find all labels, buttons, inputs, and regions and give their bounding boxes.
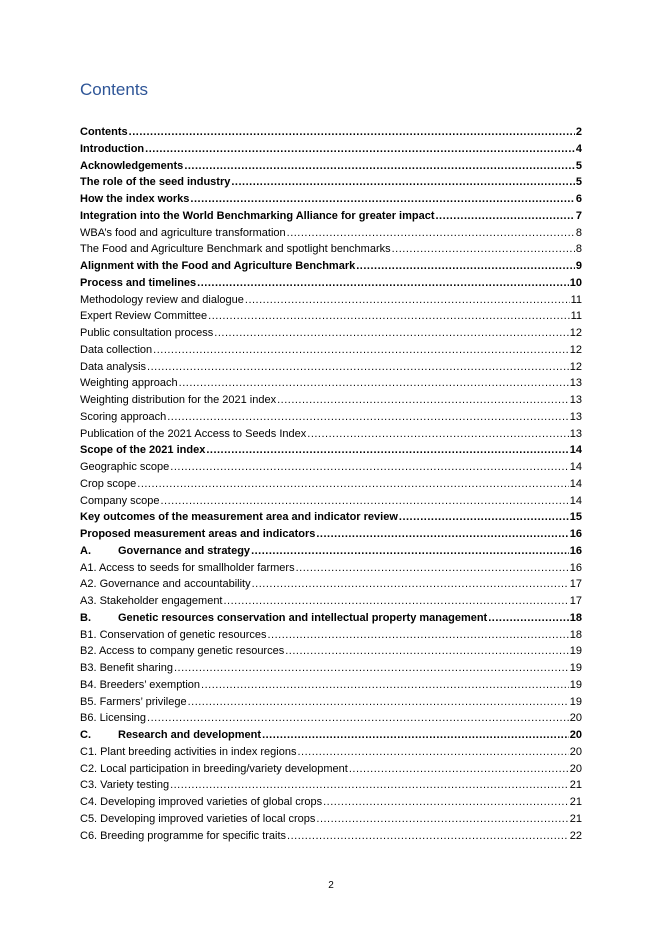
toc-entry-text: WBA’s food and agriculture transformation [80,226,286,239]
toc-entry[interactable] [80,392,582,409]
toc-entry-label [80,710,146,727]
toc-entry-text: Integration into the World Benchmarking Alliance for greater impact [80,209,435,222]
toc-dot-leader [356,258,575,275]
toc-entry-text: Methodology review and dialogue [80,293,244,306]
toc-entry-label [80,141,144,158]
toc-entry[interactable] [80,426,582,443]
toc-dot-leader [231,174,575,191]
toc-dot-leader [251,543,569,560]
toc-entry-text: C4. Developing improved varieties of global crops [80,796,323,808]
toc-entry-text: A3. Stakeholder engagement [80,595,223,607]
toc-entry-label [80,627,267,644]
toc-entry[interactable] [80,593,582,610]
toc-entry-label [80,543,250,560]
toc-page-number: 9 [575,260,582,272]
toc-entry[interactable] [80,141,582,158]
toc-page-number: 14 [569,461,582,473]
toc-page-number: 11 [570,293,582,306]
toc-section-letter: A. [80,544,91,557]
toc-entry-text: B4. Breeders’ exemption [80,678,201,691]
toc-page-number: 12 [569,360,582,373]
toc-entry-text: The role of the seed industry [80,176,231,189]
toc-dot-leader [129,124,575,141]
toc-entry-text: Crop scope [80,477,137,490]
toc-entry-label [80,375,178,392]
toc-entry-label [80,459,169,476]
toc-entry[interactable] [80,828,582,845]
toc-page-number: 4 [575,142,582,155]
toc-entry[interactable] [80,124,582,141]
toc-entry[interactable] [80,174,582,191]
toc-entry-text: C2. Local participation in breeding/variety development [80,762,348,775]
toc-section-letter: B. [80,611,91,624]
toc-entry[interactable] [80,191,582,208]
toc-entry-text: The Food and Agriculture Benchmark and spotlight benchmarks [80,243,391,256]
toc-dot-leader [349,761,569,778]
toc-entry-label [80,124,128,141]
toc-page-number: 22 [569,829,582,842]
toc-entry-label [80,677,200,694]
toc-entry-text: Scope of the 2021 index [80,444,206,457]
toc-entry[interactable] [80,225,582,242]
toc-page-number: 20 [569,745,582,758]
toc-entry-label [80,777,169,794]
toc-dot-leader [262,727,569,744]
toc-entry[interactable] [80,409,582,426]
toc-dot-leader [190,191,574,208]
toc-dot-leader [224,593,569,610]
toc-entry[interactable] [80,375,582,392]
toc-dot-leader [399,509,569,526]
toc-dot-leader [297,744,568,761]
toc-entry[interactable] [80,727,582,744]
toc-entry[interactable] [80,509,582,526]
toc-dot-leader [161,493,569,510]
toc-entry-text: Contents [80,126,128,138]
toc-page-number: 13 [569,377,582,390]
toc-entry-text: Weighting approach [80,377,178,390]
toc-entry-text: Introduction [80,142,145,155]
toc-entry-label [80,359,146,376]
toc-entry-text: B6. Licensing [80,712,147,725]
toc-page-number: 17 [569,578,582,591]
toc-page-number: 14 [569,494,582,507]
page-title: Contents [80,80,149,99]
toc-dot-leader [184,158,575,175]
toc-entry-text: Expert Review Committee [80,310,208,323]
toc-section-letter: C. [80,729,91,741]
toc-dot-leader [277,392,569,409]
toc-entry[interactable] [80,342,582,359]
toc-dot-leader [252,576,569,593]
toc-entry-text: C6. Breeding programme for specific traits [80,829,287,842]
toc-dot-leader [287,225,575,242]
toc-dot-leader [296,560,569,577]
toc-page-number: 12 [569,327,582,339]
toc-entry-label [80,442,205,459]
toc-dot-leader [245,292,570,309]
toc-entry[interactable] [80,459,582,476]
toc-entry-label [80,509,398,526]
toc-page-number: 19 [569,662,582,674]
toc-dot-leader [316,526,568,543]
toc-entry[interactable] [80,560,582,577]
toc-entry[interactable] [80,627,582,644]
toc-entry-text: How the index works [80,193,190,205]
toc-dot-leader [316,811,568,828]
toc-entry[interactable] [80,761,582,778]
toc-entry-text: Proposed measurement areas and indicators [80,528,316,540]
toc-entry-text: B2. Access to company genetic resources [80,645,285,658]
toc-entry-label [80,660,173,677]
toc-entry[interactable] [80,325,582,342]
toc-entry-text: Company scope [80,494,160,507]
toc-dot-leader [208,308,569,325]
toc-entry-text: Scoring approach [80,410,167,423]
toc-dot-leader [285,643,569,660]
toc-entry-label [80,526,315,543]
toc-entry-text: Key outcomes of the measurement area and indicator review [80,511,398,524]
toc-page-number: 2 [575,126,582,138]
toc-page-number: 20 [569,712,582,725]
toc-entry-text: B3. Benefit sharing [80,662,173,674]
toc-entry-label [80,342,152,359]
toc-dot-leader [174,660,569,677]
toc-entry[interactable] [80,660,582,677]
toc-entry-label [80,744,296,761]
toc-page-number: 21 [569,779,582,792]
toc-entry-label [80,794,322,811]
toc-entry-label [80,576,251,593]
toc-entry-label [80,225,286,242]
toc-dot-leader [137,476,568,493]
toc-entry-text: Alignment with the Food and Agriculture Benchmark [80,260,356,272]
toc-entry[interactable] [80,241,582,258]
toc-entry-label [80,325,213,342]
toc-entry-label [80,392,276,409]
toc-dot-leader [268,627,569,644]
toc-page-number: 19 [569,695,582,708]
toc-entry-text: Process and timelines [80,276,197,289]
toc-page-number: 11 [570,310,582,323]
toc-page-number: 19 [569,645,582,658]
toc-page-number: 16 [569,528,582,540]
toc-entry[interactable] [80,694,582,711]
toc-page-number: 18 [569,611,582,624]
toc-entry[interactable] [80,543,582,560]
toc-entry-text: Genetic resources conservation and intellectual property management [118,611,488,624]
toc-entry-label [80,158,183,175]
toc-entry-text: B1. Conservation of genetic resources [80,628,267,641]
toc-entry-label [80,174,230,191]
toc-entry-text: Weighting distribution for the 2021 index [80,394,277,406]
toc-entry-label [80,409,166,426]
toc-entry-label [80,493,160,510]
toc-dot-leader [153,342,569,359]
toc-entry-label [80,694,187,711]
toc-entry[interactable] [80,576,582,593]
toc-entry[interactable] [80,777,582,794]
toc-page-number: 13 [569,410,582,423]
toc-entry-label [80,761,348,778]
toc-entry-text: Public consultation process [80,327,214,339]
toc-entry-text: A2. Governance and accountability [80,578,251,591]
toc-entry-text: Acknowledgements [80,159,184,172]
toc-entry-text: A1. Access to seeds for smallholder farmers [80,561,295,574]
toc-dot-leader [179,375,569,392]
toc-entry[interactable] [80,610,582,627]
toc-entry[interactable] [80,158,582,175]
toc-entry-text: Data collection [80,343,153,356]
toc-entry[interactable] [80,493,582,510]
toc-entry[interactable] [80,643,582,660]
toc-entry[interactable] [80,677,582,694]
toc-entry-label [80,727,261,744]
toc-entry-label [80,476,136,493]
toc-entry[interactable] [80,275,582,292]
toc-page-number: 8 [575,243,582,256]
toc-dot-leader [188,694,569,711]
toc-page-number: 6 [575,193,582,205]
toc-page-number: 20 [569,729,582,741]
toc-dot-leader [287,828,569,845]
toc-page-number: 8 [575,226,582,239]
page-number: 2 [328,880,334,891]
toc-dot-leader [201,677,569,694]
toc-entry[interactable] [80,794,582,811]
toc-page-number: 19 [569,678,582,691]
toc-entry-label [80,292,244,309]
toc-entry-text: Governance and strategy [118,544,251,557]
toc-page-number: 5 [575,176,582,189]
toc-entry-label [80,241,391,258]
toc-entry[interactable] [80,811,582,828]
toc-page-number: 13 [569,394,582,406]
toc-entry[interactable] [80,208,582,225]
toc-entry-label [80,593,223,610]
toc-entry-label [80,828,286,845]
toc-entry-text: Publication of the 2021 Access to Seeds Index [80,427,307,440]
toc-dot-leader [323,794,569,811]
toc-dot-leader [170,459,568,476]
toc-entry[interactable] [80,292,582,309]
toc-entry[interactable] [80,476,582,493]
toc-entry-text: Geographic scope [80,461,170,473]
toc-page-number: 14 [569,444,582,457]
toc-entry-label [80,208,435,225]
toc-entry-text: C5. Developing improved varieties of local crops [80,812,316,825]
toc-entry[interactable] [80,744,582,761]
toc-entry-label [80,426,306,443]
toc-entry-text: B5. Farmers’ privilege [80,695,187,708]
toc-dot-leader [197,275,569,292]
toc-page-number: 16 [569,544,582,557]
toc-entry[interactable] [80,526,582,543]
toc-dot-leader [488,610,569,627]
toc-entry-text: C1. Plant breeding activities in index regions [80,745,297,758]
toc-page-number: 5 [575,159,582,172]
toc-dot-leader [214,325,568,342]
toc-page-number: 21 [569,812,582,825]
toc-page-number: 21 [569,796,582,808]
toc-entry-label [80,811,315,828]
toc-dot-leader [167,409,569,426]
toc-dot-leader [147,359,569,376]
toc-page-number: 16 [569,561,582,574]
toc-dot-leader [170,777,569,794]
toc-entry-label [80,560,295,577]
toc-dot-leader [147,710,569,727]
toc-page-number: 20 [569,762,582,775]
toc-page-number: 14 [569,477,582,490]
toc-page-number: 18 [569,628,582,641]
toc-entry-label [80,258,355,275]
toc-page-number: 15 [569,511,582,524]
toc-dot-leader [436,208,575,225]
toc-dot-leader [145,141,575,158]
toc-entry[interactable] [80,710,582,727]
toc-entry-text: C3. Variety testing [80,779,170,792]
toc-page-number: 7 [575,209,582,222]
toc-page-number: 12 [569,343,582,356]
toc-entry[interactable] [80,308,582,325]
table-of-contents [80,124,582,844]
toc-dot-leader [307,426,568,443]
toc-entry-text: Data analysis [80,360,147,373]
toc-entry-label [80,275,196,292]
toc-page-number: 10 [569,276,582,289]
toc-entry[interactable] [80,359,582,376]
toc-entry-label [80,643,284,660]
toc-dot-leader [206,442,568,459]
toc-entry-text: Research and development [118,729,262,741]
toc-entry-label [80,191,189,208]
toc-page-number: 17 [569,595,582,607]
toc-entry[interactable] [80,442,582,459]
toc-entry-label [80,610,487,627]
toc-dot-leader [392,241,575,258]
toc-entry-label [80,308,207,325]
toc-entry[interactable] [80,258,582,275]
toc-page-number: 13 [569,427,582,440]
